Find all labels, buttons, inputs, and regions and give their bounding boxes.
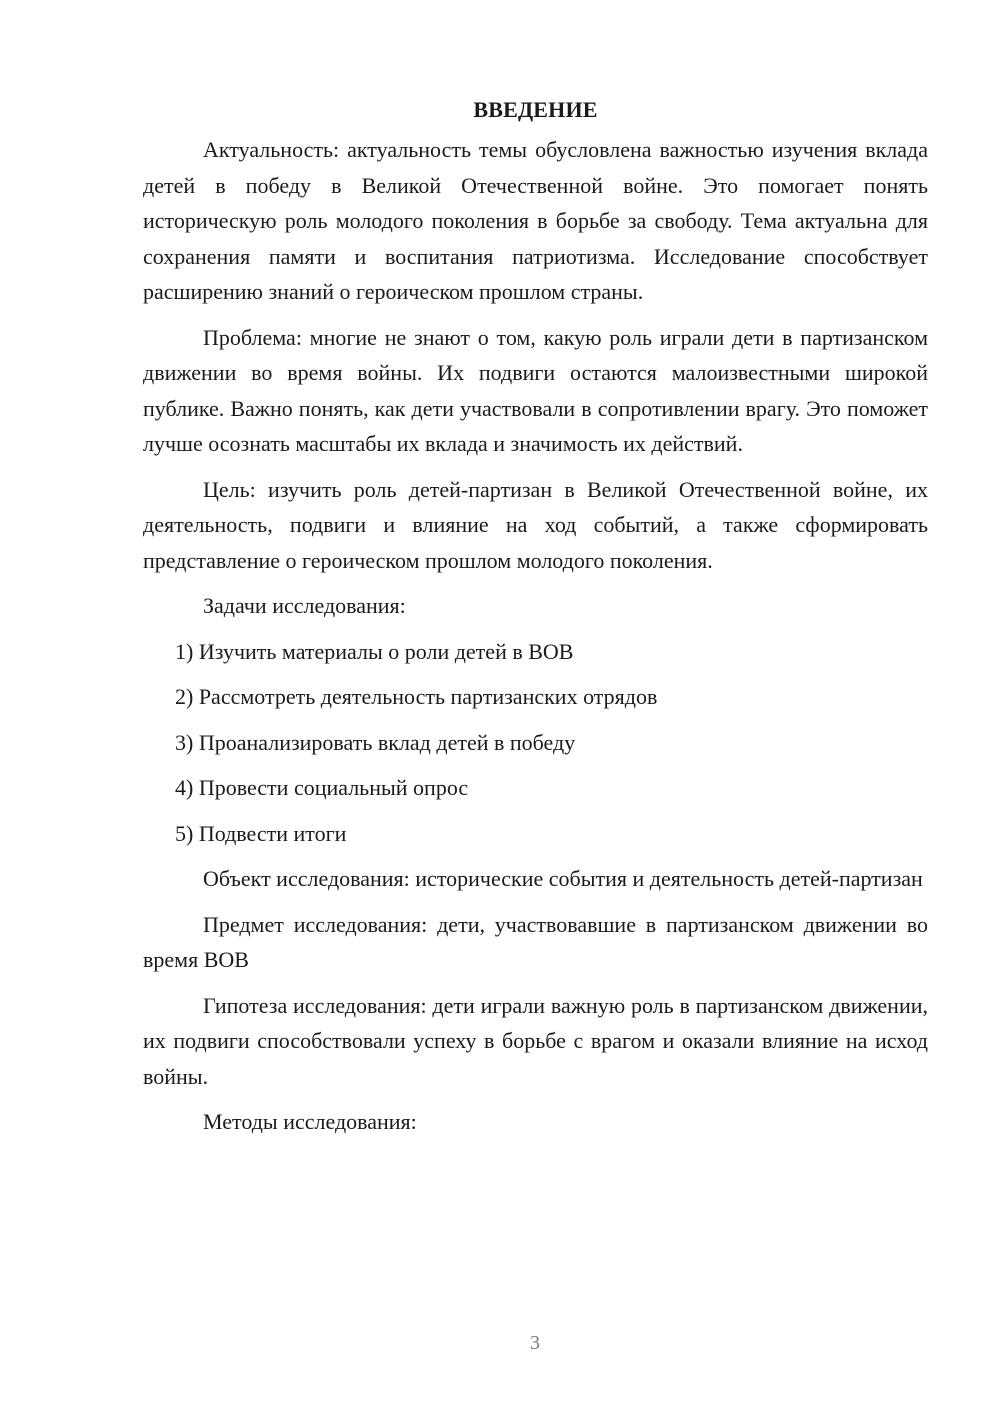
page-number: 3 <box>530 1332 540 1354</box>
task-item: 5) Подвести итоги <box>175 820 347 846</box>
tasks-list <box>143 634 928 852</box>
methods-heading: Методы исследования: <box>203 1109 417 1134</box>
relevance-paragraph: Актуальность: актуальность темы обусловлена важностью изучения вклада детей в победу в Великой Отечественной войне. Это помогает понять историческую роль молодого поколения в борьбе за свободу. Тема актуальна для сохранения памяти и воспитания патриотизма. Исследование способствует расширению знаний о героическом прошлом страны. <box>143 137 928 304</box>
subject-paragraph: Предмет исследования: дети, участвовавшие в партизанском движении во время ВОВ <box>143 911 928 972</box>
task-item: 3) Проанализировать вклад детей в победу <box>175 729 576 755</box>
task-item: 2) Рассмотреть деятельность партизанских отрядов <box>175 684 658 709</box>
tasks-heading: Задачи исследования: <box>203 593 406 618</box>
goal-paragraph: Цель: изучить роль детей-партизан в Великой Отечественной войне, их деятельность, подвиги и влияние на ход событий, а также сформировать представление о героическом прошлом молодого поколения. <box>143 476 928 573</box>
problem-paragraph: Проблема: многие не знают о том, какую роль играли дети в партизанском движении во время войны. Их подвиги остаются малоизвестными широкой публике. Важно понять, как дети участвовали в сопротивлении врагу. Это поможет лучше осознать масштабы их вклада и значимость их действий. <box>143 324 928 456</box>
object-paragraph: Объект исследования: исторические события и деятельность детей-партизан <box>203 866 923 891</box>
task-item: 4) Провести социальный опрос <box>175 775 469 800</box>
hypothesis-paragraph: Гипотеза исследования: дети играли важную роль в партизанском движении, их подвиги способствовали успеху в борьбе с врагом и оказали влияние на исход войны. <box>143 992 928 1089</box>
document-page <box>143 92 928 1150</box>
document-title: ВВЕДЕНИЕ <box>473 97 598 122</box>
task-item: 1) Изучить материалы о роли детей в ВОВ <box>175 638 574 664</box>
